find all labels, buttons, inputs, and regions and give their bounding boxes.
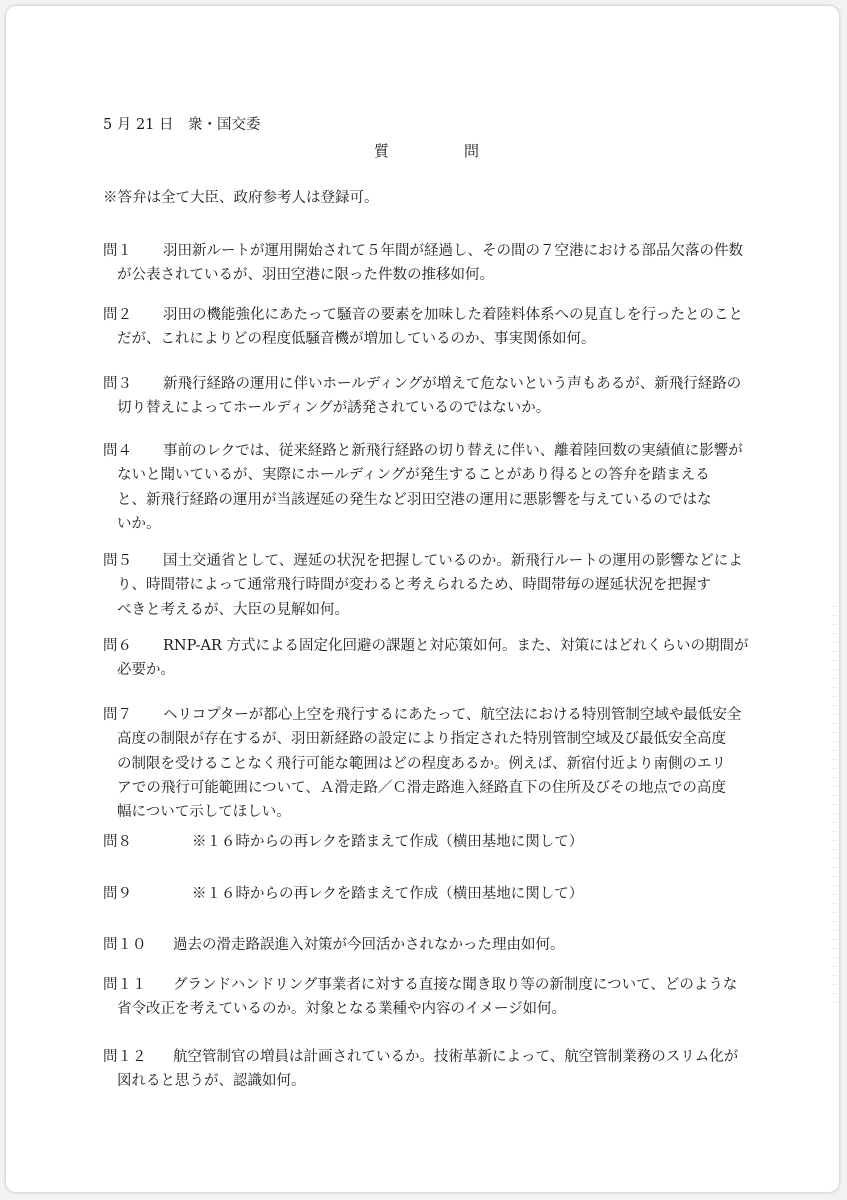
question-1 [103,239,783,288]
question-text-line: だが、これによりどの程度低騒音機が増加しているのか、事実関係如何。 [117,331,596,348]
question-10 [103,933,783,957]
scan-margin-marks [832,606,838,1006]
question-text-line: が公表されているが、羽田空港に限った件数の推移如何。 [117,267,494,284]
question-4 [103,439,783,536]
question-text-line: 高度の制限が存在するが、羽田新経路の設定により指定された特別管制空域及び最低安全高度 [117,731,726,748]
question-2 [103,303,783,352]
question-text-line: べきと考えるが、大臣の見解如何。 [117,601,349,618]
question-text-line: 必要か。 [117,662,175,679]
question-text-line: 国土交通省として、遅延の状況を把握しているのか。新飛行ルートの運用の影響などによ [163,553,743,569]
question-label: 問４ [103,443,132,459]
question-text-line: 航空管制官の増員は計画されているか。技術革新によって、航空管制業務のスリム化が [173,1049,739,1065]
question-label: 問３ [103,376,132,392]
date-committee-line: 5 月 21 日 衆・国交委 [103,117,261,133]
answer-note: ※答弁は全て大臣、政府参考人は登録可。 [103,190,379,206]
question-label: 問８ [103,834,132,850]
page-title: 質 問 [374,142,510,160]
question-label: 問７ [103,707,132,723]
question-text-line: RNP-AR 方式による固定化回避の課題と対応策如何。また、対策にはどれくらいの期間が [163,638,749,654]
question-text-line: 羽田の機能強化にあたって騒音の要素を加味した着陸料体系への見直しを行ったとのこと [163,307,743,323]
question-text-line: の制限を受けることなく飛行可能な範囲はどの程度あるか。例えば、新宿付近より南側のエリ [117,755,726,772]
question-label: 問５ [103,553,132,569]
question-text-line: 切り替えによってホールディングが誘発されているのではないか。 [117,400,551,417]
question-11 [103,973,783,1022]
question-6 [103,634,783,683]
question-label: 問９ [103,886,132,902]
question-text-line: 幅について示してほしい。 [117,804,291,821]
question-label: 問１２ [103,1049,147,1065]
question-12 [103,1045,783,1094]
question-text-line: いか。 [117,515,161,532]
question-label: 問２ [103,307,132,323]
question-text-line: 過去の滑走路誤進入対策が今回活かされなかった理由如何。 [173,937,565,953]
question-text-line: 省令改正を考えているのか。対象となる業種や内容のイメージ如何。 [117,1001,567,1018]
question-label: 問１０ [103,937,147,953]
question-5 [103,549,783,622]
question-text-line: 図れると思うが、認識如何。 [117,1073,306,1090]
question-7 [103,703,783,824]
question-text-line: と、新飛行経路の運用が当該遅延の発生など羽田空港の運用に悪影響を与えているのではな [117,491,712,508]
question-text-line: ヘリコプターが都心上空を飛行するにあたって、航空法における特別管制空域や最低安全 [163,707,742,723]
question-text-line: グランドハンドリング事業者に対する直接な聞き取り等の新制度について、どのような [173,977,738,993]
question-text-line: り、時間帯によって通常飛行時間が変わると考えられるため、時間帯毎の遅延状況を把握す [117,577,711,594]
question-text-line: 新飛行経路の運用に伴いホールディングが増えて危ないという声もあるが、新飛行経路の [163,376,742,392]
question-8 [103,830,783,854]
document-page [6,6,839,1192]
question-label: 問６ [103,638,132,654]
question-3 [103,372,783,421]
question-text-line: 事前のレクでは、従来経路と新飛行経路の切り替えに伴い、離着陸回数の実績値に影響が [163,443,743,459]
question-label: 問１ [103,243,132,259]
question-text-line: 羽田新ルートが運用開始されて５年間が経過し、その間の７空港における部品欠落の件数 [163,243,743,259]
question-9 [103,882,783,906]
question-text-line: ※１６時からの再レクを踏まえて作成（横田基地に関して） [163,834,584,850]
question-text-line: ないと聞いているが、実際にホールディングが発生することがあり得るとの答弁を踏まえる [117,467,710,484]
question-text-line: ※１６時からの再レクを踏まえて作成（横田基地に関して） [163,886,584,902]
question-text-line: アでの飛行可能範囲について、Ａ滑走路／Ｃ滑走路進入経路直下の住所及びその地点での高度 [117,779,726,796]
question-label: 問１１ [103,977,147,993]
